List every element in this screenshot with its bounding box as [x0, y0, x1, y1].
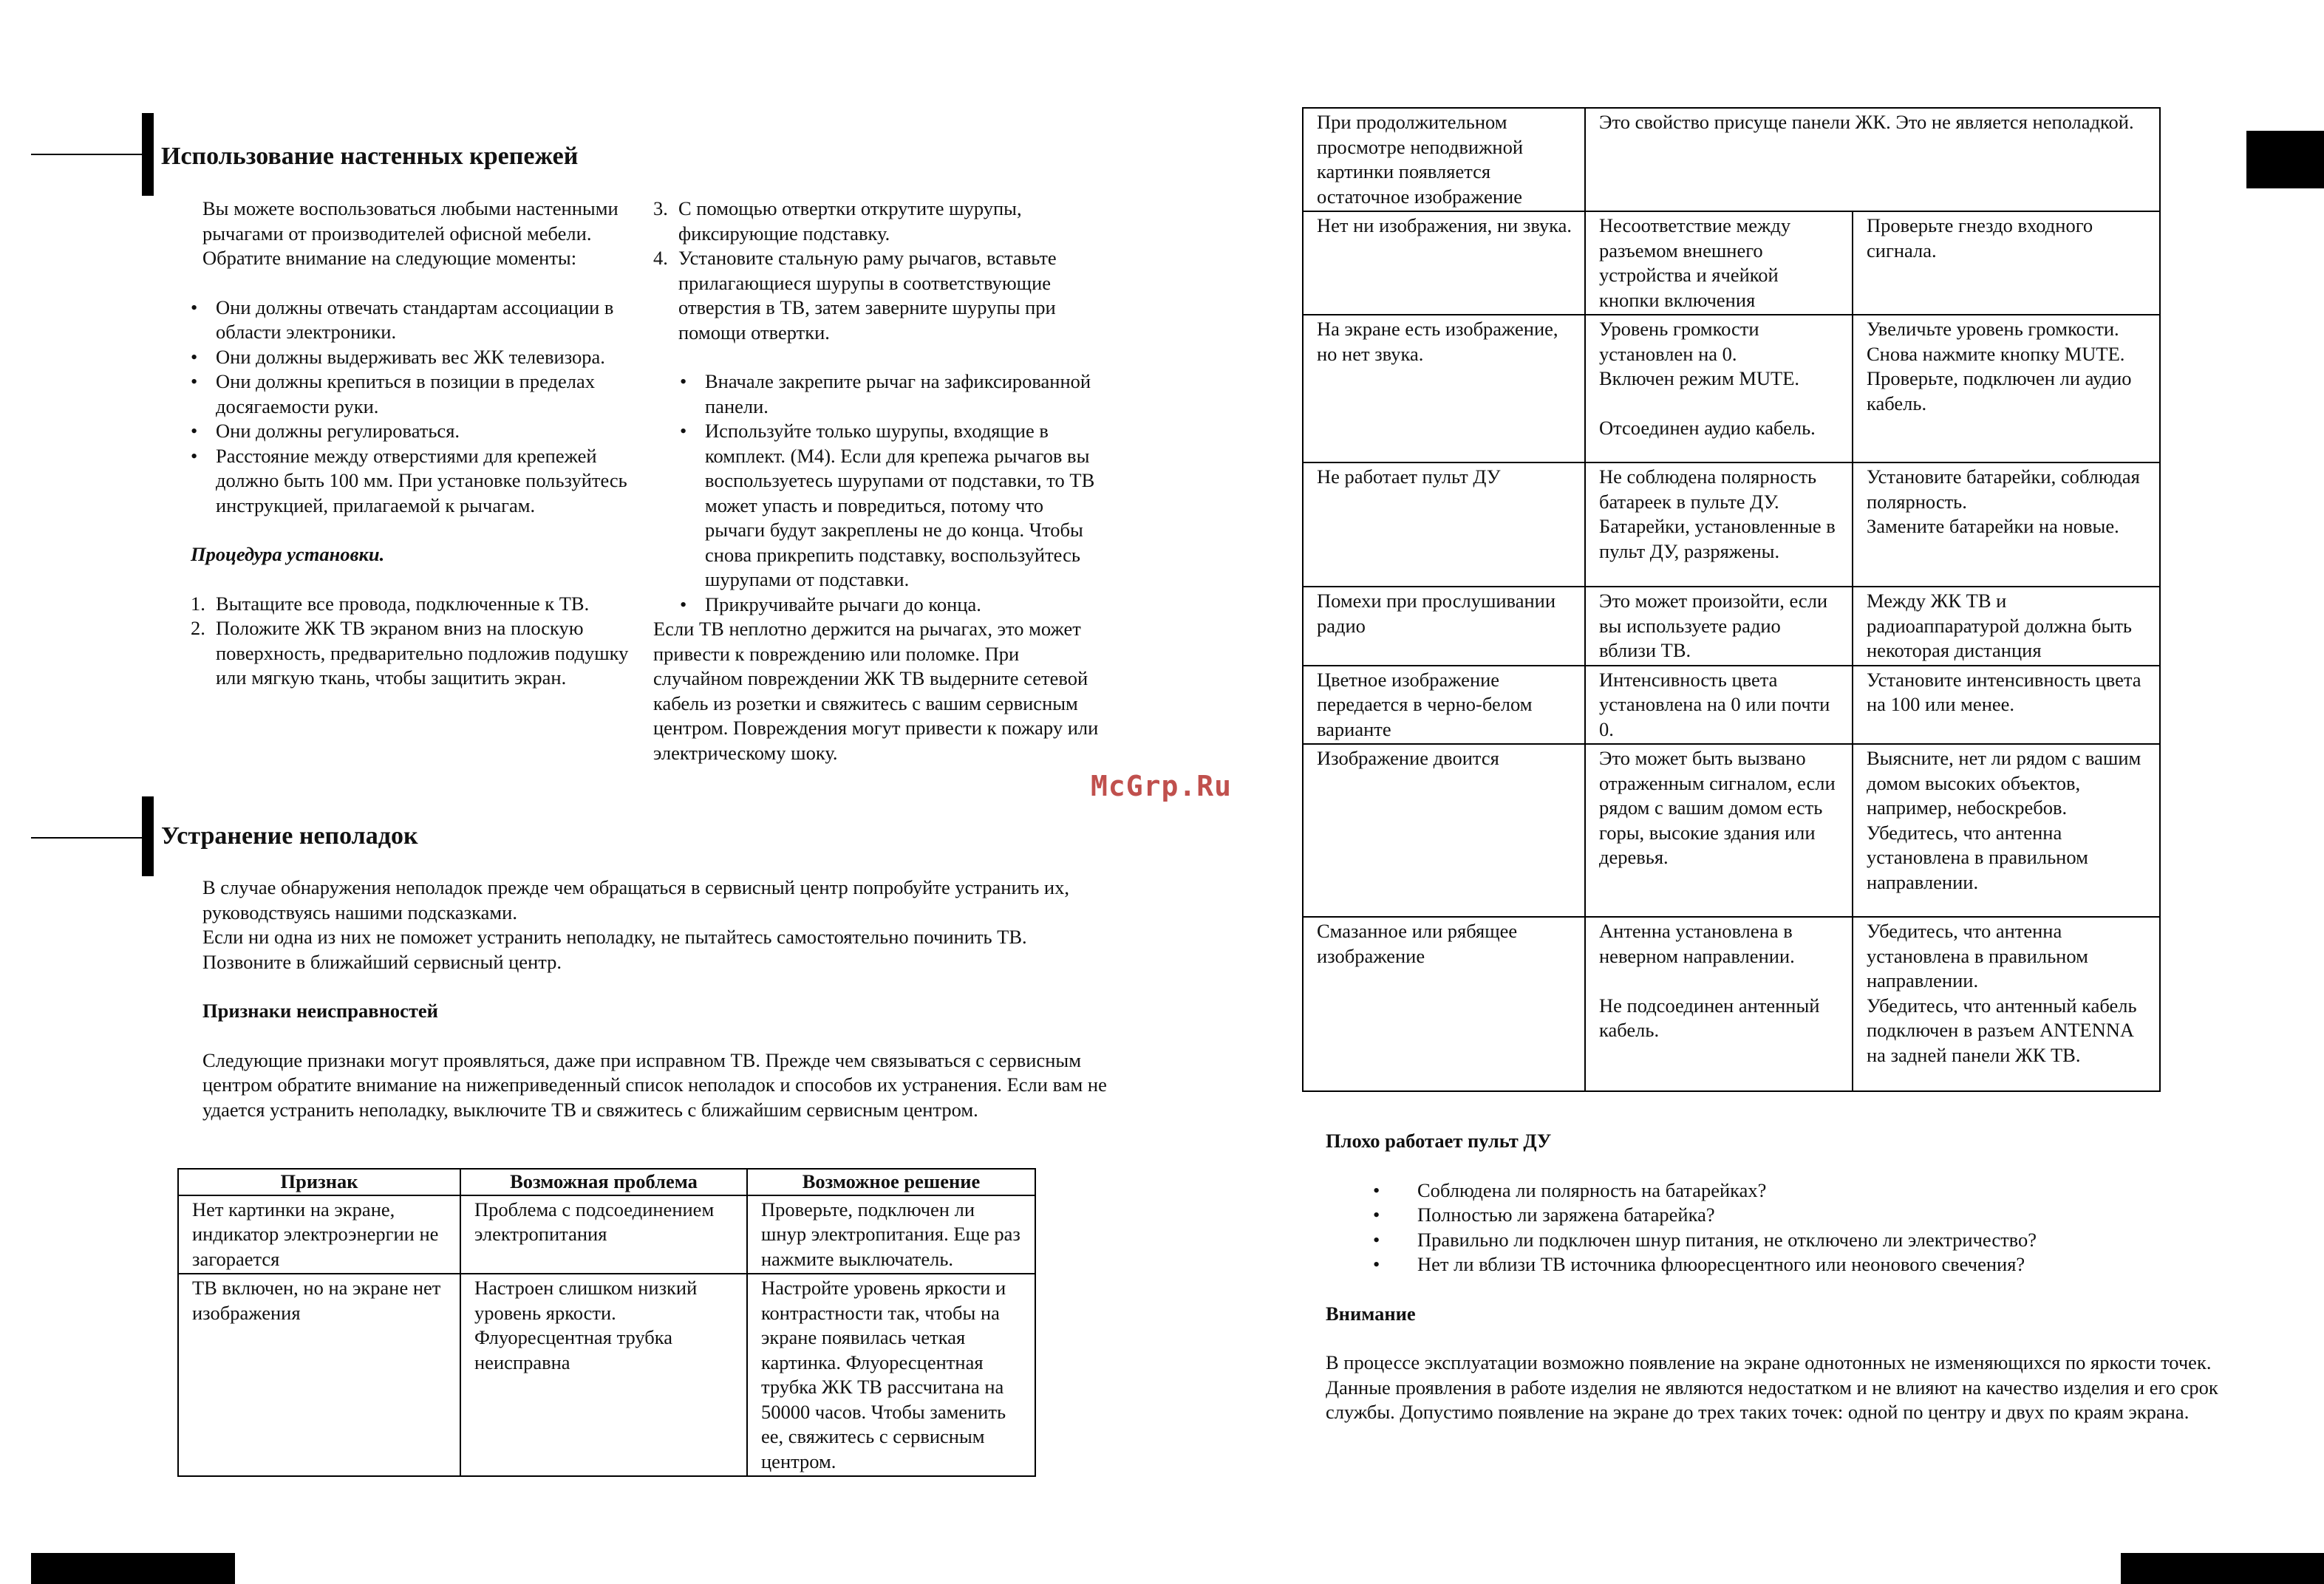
table-cell: Это может быть вызвано отраженным сигналом, если рядом с вашим домом есть горы, высокие здания или деревья.: [1585, 744, 1853, 917]
list-item: • Прикручивайте рычаги до конца.: [680, 593, 1104, 618]
wall-mount-closing: Если ТВ неплотно держится на рычагах, это может привести к повреждению или поломке. При случайном повреждении ЖК ТВ выдерните сетевой кабель из розетки и свяжитесь с вашим сервисным центром. Повреждения могут привести к пожару или электрическому шоку.: [653, 618, 1099, 764]
table-cell: Между ЖК ТВ и радиоаппаратурой должна быть некоторая дистанция: [1853, 587, 2160, 666]
watermark: McGrp.Ru: [1091, 770, 1233, 802]
list-item: • Используйте только шурупы, входящие в комплект. (М4). Если для крепежа рычагов вы воспользуетесь шурупами от подставки, то ТВ может упасть и повредиться, потому что рычаги будут закреплены не до конца. Чтобы снова прикрепить подставку, воспользуйтесь шурупами от подставки.: [680, 419, 1104, 593]
table-cell: Проблема с подсоединением электропитания: [460, 1195, 747, 1274]
troubleshooting-table: [177, 1168, 1036, 1477]
table-row: [1303, 587, 2160, 666]
table-cell: Интенсивность цвета установлена на 0 или почти 0.: [1585, 666, 1853, 745]
table-cell: При продолжительном просмотре неподвижной картинки появляется остаточное изображение: [1303, 108, 1585, 211]
table-cell: Установите интенсивность цвета на 100 или менее.: [1853, 666, 2160, 745]
table-cell: Изображение двоится: [1303, 744, 1585, 917]
section-rule-2: [31, 837, 142, 839]
wall-mount-intro: Вы можете воспользоваться любыми настенными рычагами от производителей офисной мебели. Обратите внимание на следующие моменты:: [202, 197, 619, 269]
table-row: [1303, 666, 2160, 745]
table-header: Возможная проблема: [460, 1169, 747, 1195]
list-item: • Нет ли вблизи ТВ источника флюоресцентного или неонового свечения?: [1373, 1252, 2235, 1277]
table-cell: Это может произойти, если вы используете радио вблизи ТВ.: [1585, 587, 1853, 666]
table-header: Признак: [178, 1169, 460, 1195]
section-title-troubleshooting: Устранение неполадок: [161, 822, 418, 850]
list-item: • Они должны выдерживать вес ЖК телевизора.: [191, 345, 634, 370]
page-tab-bottom-right: [2121, 1553, 2324, 1584]
procedure-title: Процедура установки.: [191, 543, 385, 565]
table-cell: Несоответствие между разъемом внешнего устройства и ячейкой кнопки включения: [1585, 211, 1853, 315]
remote-section: [1326, 1129, 2235, 1425]
table-cell: Цветное изображение передается в черно-белом варианте: [1303, 666, 1585, 745]
table-cell: Настройте уровень яркости и контрастности так, чтобы на экране появилась четкая картинка. Флуоресцентная трубка ЖК ТВ рассчитана на 50000 часов. Чтобы заменить ее, свяжитесь с сервисным центром.: [747, 1274, 1035, 1476]
table-cell: Не работает пульт ДУ: [1303, 462, 1585, 587]
steps-list-b: [653, 197, 1104, 345]
attention-text: В процессе эксплуатации возможно появление на экране однотонных не изменяющихся по яркости точек. Данные проявления в работе изделия не являются недостатком и не влияют на качество изделия и его срок службы. Допустимо появление на экране до трех таких точек: одной по центру и двух по краям экрана.: [1326, 1351, 2218, 1423]
list-item: • Они должны отвечать стандартам ассоциации в области электроники.: [191, 296, 634, 345]
wall-mount-column-b: [653, 197, 1104, 765]
table-row: [1303, 462, 2160, 587]
list-item: • Соблюдена ли полярность на батарейках?: [1373, 1178, 2235, 1204]
table-cell: Выясните, нет ли рядом с вашим домом высоких объектов, например, небоскребов. Убедитесь, что антенна установлена в правильном направлении.: [1853, 744, 2160, 917]
table-cell: Увеличьте уровень громкости. Снова нажмите кнопку MUTE. Проверьте, подключен ли аудио кабель.: [1853, 315, 2160, 462]
table-cell: Помехи при прослушивании радио: [1303, 587, 1585, 666]
list-item: • Расстояние между отверстиями для крепежей должно быть 100 мм. При установке пользуйтесь инструкцией, прилагаемой к рычагам.: [191, 444, 634, 519]
list-item: • Они должны регулироваться.: [191, 419, 634, 444]
table-cell: Это свойство присуще панели ЖК. Это не является неполадкой.: [1585, 108, 2160, 211]
page-tab-top-right: [2246, 131, 2324, 188]
list-item: 2. Положите ЖК ТВ экраном вниз на плоскую поверхность, предварительно подложив подушку или мягкую ткань, чтобы защитить экран.: [191, 617, 629, 689]
table-row: [1303, 917, 2160, 1091]
table-row: [1303, 108, 2160, 211]
troubleshooting-intro-2: Если ни одна из них не поможет устранить неполадку, не пытайтесь самостоятельно починить ТВ. Позвоните в ближайший сервисный центр.: [202, 926, 1027, 973]
table-row: [1303, 211, 2160, 315]
remote-checklist: [1373, 1178, 2235, 1277]
table-cell: Проверьте, подключен ли шнур электропитания. Еще раз нажмите выключатель.: [747, 1195, 1035, 1274]
table-cell: Смазанное или рябящее изображение: [1303, 917, 1585, 1091]
steps-list-a: [191, 592, 634, 691]
table-cell: Нет картинки на экране, индикатор электроэнергии не загорается: [178, 1195, 460, 1274]
symptoms-subhead: Признаки неисправностей: [202, 1000, 438, 1022]
table-cell: На экране есть изображение, но нет звука.: [1303, 315, 1585, 462]
remote-title: Плохо работает пульт ДУ: [1326, 1130, 1552, 1152]
table-header: Возможное решение: [747, 1169, 1035, 1195]
section-bar-1: [142, 113, 154, 196]
troubleshooting-intro-1: В случае обнаружения неполадок прежде чем обращаться в сервисный центр попробуйте устранить их, руководствуясь нашими подсказками.: [202, 876, 1069, 924]
table-row: [1303, 744, 2160, 917]
symptoms-paragraph: Следующие признаки могут проявляться, даже при исправном ТВ. Прежде чем связываться с сервисным центром обратите внимание на нижеприведенный список неполадок и способов их устранения. Если вам не удается устранить неполадку, выключите ТВ и свяжитесь с ближайшим сервисным центром.: [202, 1048, 1107, 1121]
table-row: [1303, 315, 2160, 462]
screw-notes-list: [680, 369, 1104, 617]
table-row: [178, 1274, 1035, 1476]
section-rule-1: [31, 154, 142, 155]
section-bar-2: [142, 796, 154, 876]
table-cell: Нет ни изображения, ни звука.: [1303, 211, 1585, 315]
wall-mount-column-a: [191, 197, 634, 691]
list-item: • Правильно ли подключен шнур питания, не отключено ли электричество?: [1373, 1228, 2235, 1253]
table-cell: Уровень громкости установлен на 0. Включен режим MUTE. Отсоединен аудио кабель.: [1585, 315, 1853, 462]
list-item: 4. Установите стальную раму рычагов, вставьте прилагающиеся шурупы в соответствующие отверстия в ТВ, затем заверните шурупы при помощи отвертки.: [653, 247, 1057, 344]
list-item: • Они должны крепиться в позиции в пределах досягаемости руки.: [191, 369, 634, 419]
table-header-row: [178, 1169, 1035, 1195]
table-cell: Установите батарейки, соблюдая полярность. Замените батарейки на новые.: [1853, 462, 2160, 587]
list-item: 3. С помощью отвертки открутите шурупы, фиксирующие подставку.: [653, 197, 1022, 245]
troubleshooting-body: [202, 875, 1111, 1122]
attention-title: Внимание: [1326, 1302, 1416, 1325]
table-cell: Убедитесь, что антенна установлена в правильном направлении. Убедитесь, что антенный кабель подключен в разъем ANTENNA на задней панели ЖК ТВ.: [1853, 917, 2160, 1091]
list-item: • Вначале закрепите рычаг на зафиксированной панели.: [680, 369, 1104, 419]
list-item: 1. Вытащите все провода, подключенные к ТВ.: [191, 592, 590, 615]
page-tab-bottom-left: [31, 1553, 235, 1584]
table-cell: Не соблюдена полярность батареек в пульте ДУ. Батарейки, установленные в пульт ДУ, разряжены.: [1585, 462, 1853, 587]
troubleshooting-table-continued: [1302, 107, 2161, 1092]
section-title-wall-mount: Использование настенных крепежей: [161, 143, 579, 170]
table-row: [178, 1195, 1035, 1274]
table-cell: Проверьте гнездо входного сигнала.: [1853, 211, 2160, 315]
list-item: • Полностью ли заряжена батарейка?: [1373, 1203, 2235, 1228]
table-cell: ТВ включен, но на экране нет изображения: [178, 1274, 460, 1476]
table-cell: Антенна установлена в неверном направлении. Не подсоединен антенный кабель.: [1585, 917, 1853, 1091]
requirements-list: [191, 296, 634, 519]
table-cell: Настроен слишком низкий уровень яркости. Флуоресцентная трубка неисправна: [460, 1274, 747, 1476]
